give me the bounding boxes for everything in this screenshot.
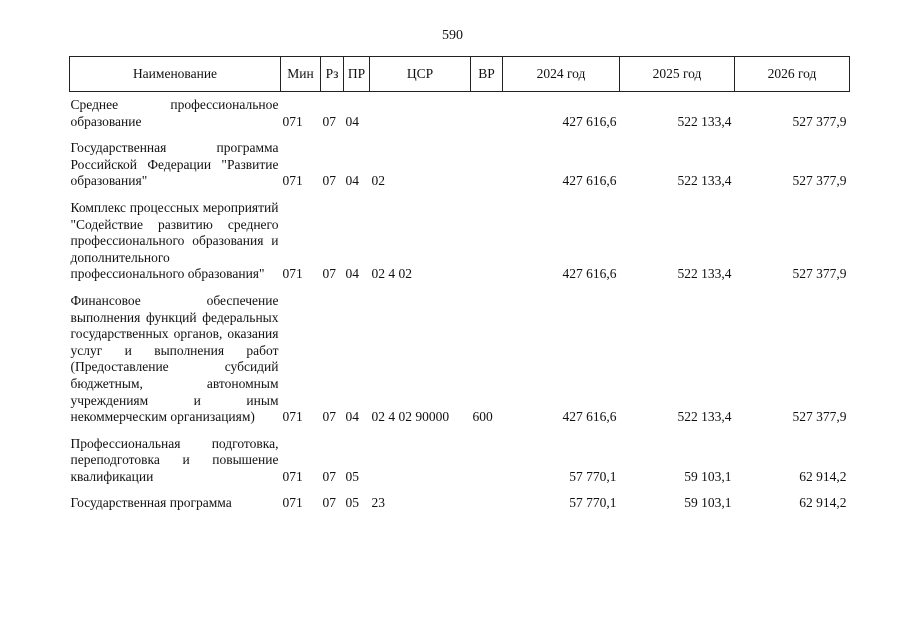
table-row bbox=[70, 283, 850, 426]
row-vr bbox=[471, 485, 503, 512]
row-vr: 600 bbox=[472, 409, 493, 425]
row-2024: 427 616,6 bbox=[562, 409, 617, 425]
row-csr: 23 bbox=[371, 495, 385, 511]
row-2025: 522 133,4 bbox=[677, 266, 732, 282]
row-2026: 527 377,9 bbox=[792, 113, 847, 129]
row-vr bbox=[471, 426, 503, 486]
row-csr bbox=[370, 92, 471, 131]
header-2024: 2024 год bbox=[503, 57, 620, 92]
row-min: 071 bbox=[282, 468, 303, 484]
row-min: 071 bbox=[282, 495, 303, 511]
table-row bbox=[70, 485, 850, 512]
header-rz: Рз bbox=[321, 57, 344, 92]
row-name: Комплекс процессных мероприятий "Содействие развитию среднего профессионального образования и дополнительного профессионального образования" bbox=[70, 199, 279, 282]
header-2025: 2025 год bbox=[620, 57, 735, 92]
row-2024: 427 616,6 bbox=[562, 173, 617, 189]
row-csr: 02 bbox=[371, 173, 385, 189]
row-name: Финансовое обеспечение выполнения функций федеральных государственных органов, оказания услуг и выполнения работ (Предоставление субсидий бюджетным, автономным учреждениям и иным некоммерческим организациям) bbox=[70, 292, 279, 425]
row-rz: 07 bbox=[322, 266, 336, 282]
row-rz: 07 bbox=[322, 495, 336, 511]
header-min: Мин bbox=[281, 57, 321, 92]
header-csr: ЦСР bbox=[370, 57, 471, 92]
row-rz: 07 bbox=[322, 173, 336, 189]
row-2025: 522 133,4 bbox=[677, 113, 732, 129]
row-vr bbox=[471, 92, 503, 131]
table-row bbox=[70, 130, 850, 190]
row-2024: 427 616,6 bbox=[562, 266, 617, 282]
row-2026: 527 377,9 bbox=[792, 266, 847, 282]
row-min: 071 bbox=[282, 173, 303, 189]
table-row bbox=[70, 426, 850, 486]
row-2025: 522 133,4 bbox=[677, 173, 732, 189]
row-rz: 07 bbox=[322, 409, 336, 425]
row-pr: 05 bbox=[345, 468, 359, 484]
row-rz: 07 bbox=[322, 113, 336, 129]
table-row bbox=[70, 190, 850, 283]
page-number: 590 bbox=[442, 28, 463, 43]
row-pr: 04 bbox=[345, 409, 359, 425]
row-2024: 57 770,1 bbox=[569, 468, 617, 484]
row-2026: 527 377,9 bbox=[792, 173, 847, 189]
row-name: Государственная программа Российской Федерации "Развитие образования" bbox=[70, 140, 279, 189]
row-pr: 04 bbox=[345, 173, 359, 189]
row-2025: 59 103,1 bbox=[684, 495, 732, 511]
header-2026: 2026 год bbox=[735, 57, 850, 92]
budget-table bbox=[69, 56, 850, 512]
row-2024: 57 770,1 bbox=[569, 495, 617, 511]
header-name: Наименование bbox=[70, 57, 281, 92]
row-min: 071 bbox=[282, 113, 303, 129]
row-2026: 527 377,9 bbox=[792, 409, 847, 425]
table-row bbox=[70, 92, 850, 131]
header-pr: ПР bbox=[344, 57, 370, 92]
row-csr bbox=[370, 426, 471, 486]
table-body bbox=[70, 92, 850, 513]
row-rz: 07 bbox=[322, 468, 336, 484]
table-header bbox=[70, 57, 850, 92]
row-vr bbox=[471, 190, 503, 283]
row-min: 071 bbox=[282, 409, 303, 425]
row-name: Профессиональная подготовка, переподготовка и повышение квалификации bbox=[70, 435, 279, 484]
row-2024: 427 616,6 bbox=[562, 113, 617, 129]
row-name: Государственная программа bbox=[70, 495, 232, 511]
row-2025: 522 133,4 bbox=[677, 409, 732, 425]
row-csr: 02 4 02 bbox=[371, 266, 412, 282]
row-pr: 04 bbox=[345, 266, 359, 282]
row-min: 071 bbox=[282, 266, 303, 282]
header-vr: ВР bbox=[471, 57, 503, 92]
row-2025: 59 103,1 bbox=[684, 468, 732, 484]
row-pr: 05 bbox=[345, 495, 359, 511]
row-pr: 04 bbox=[345, 113, 359, 129]
row-vr bbox=[471, 130, 503, 190]
row-2026: 62 914,2 bbox=[799, 495, 847, 511]
row-2026: 62 914,2 bbox=[799, 468, 847, 484]
row-name: Среднее профессиональное образование bbox=[70, 97, 279, 129]
row-csr: 02 4 02 90000 bbox=[371, 409, 450, 425]
